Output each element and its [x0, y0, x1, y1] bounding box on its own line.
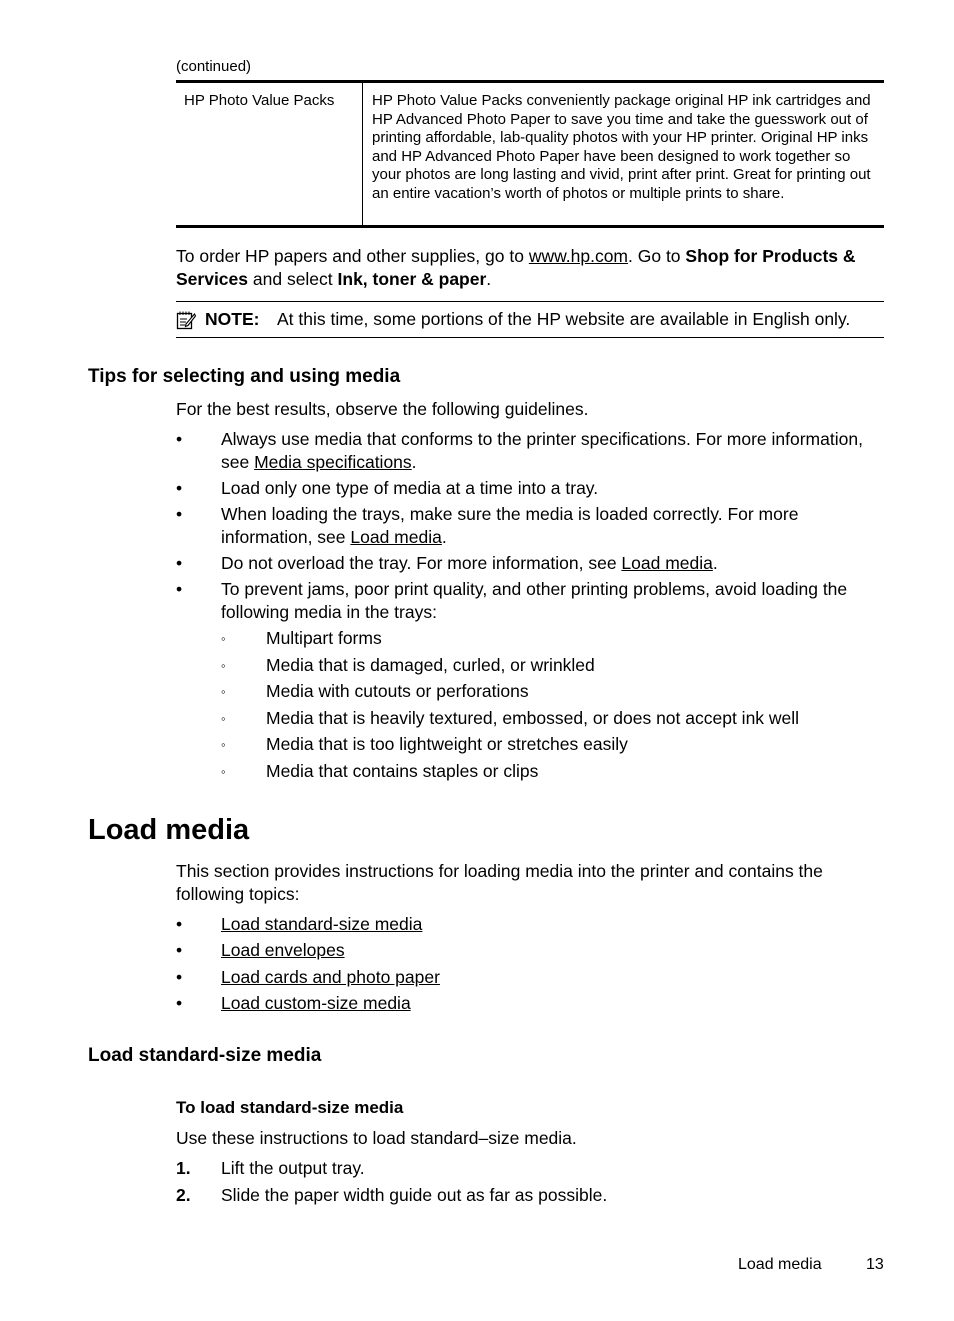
step-number: 1. [176, 1158, 191, 1178]
load-standard-size-link[interactable]: Load standard-size media [221, 914, 423, 934]
tip-text-end: . [411, 452, 417, 472]
sub-item-text: Media that is damaged, curled, or wrinkled [266, 655, 595, 675]
bullet-marker: • [176, 553, 183, 573]
sub-bullet-marker: ◦ [221, 658, 226, 673]
tip-text: To prevent jams, poor print quality, and other printing problems, avoid loading the following media in the trays: [221, 579, 848, 622]
note-label: NOTE: [205, 309, 260, 329]
sub-bullet-marker: ◦ [221, 711, 226, 726]
tip-text: Do not overload the tray. For more information, see [221, 553, 622, 573]
table-product-name: HP Photo Value Packs [184, 92, 335, 109]
media-specifications-link[interactable]: Media specifications [254, 452, 412, 472]
load-media-link[interactable]: Load media [350, 527, 442, 547]
tips-intro: For the best results, observe the following guidelines. [176, 399, 589, 419]
standard-size-heading: Load standard-size media [88, 1045, 322, 1066]
step-text: Lift the output tray. [221, 1158, 365, 1178]
bullet-marker: • [176, 579, 183, 599]
footer-section-name: Load media [738, 1256, 822, 1273]
sub-bullet-marker: ◦ [221, 764, 226, 779]
ink-toner-paper-label: Ink, toner & paper [337, 269, 487, 289]
load-media-intro: This section provides instructions for loading media into the printer and contains the following topics: [176, 861, 823, 904]
procedure-intro: Use these instructions to load standard–size media. [176, 1128, 577, 1148]
table-continued-label: (continued) [176, 58, 252, 75]
tip-text-end: . [712, 553, 718, 573]
sub-item-text: Media that is heavily textured, embossed, or does not accept ink well [266, 708, 800, 728]
step-text: Slide the paper width guide out as far as possible. [221, 1185, 608, 1205]
sub-item-text: Multipart forms [266, 628, 382, 648]
tip-text: When loading the trays, make sure the media is loaded correctly. For more information, see [221, 504, 799, 547]
sub-bullet-marker: ◦ [221, 631, 226, 646]
note-box [176, 301, 884, 338]
bullet-marker: • [176, 914, 183, 934]
hp-website-link[interactable]: www.hp.com [528, 246, 629, 266]
note-text: At this time, some portions of the HP website are available in English only. [277, 309, 851, 329]
bullet-marker: • [176, 993, 183, 1013]
bullet-marker: • [176, 967, 183, 987]
load-envelopes-link[interactable]: Load envelopes [221, 940, 345, 960]
table-product-cell [176, 83, 363, 225]
order-text-1: To order HP papers and other supplies, go to [176, 246, 529, 266]
order-text-4: . [486, 269, 492, 289]
sub-item-text: Media with cutouts or perforations [266, 681, 529, 701]
sub-item-text: Media that is too lightweight or stretches easily [266, 734, 628, 754]
bullet-marker: • [176, 504, 183, 524]
table-description-cell: HP Photo Value Packs conveniently package original HP ink cartridges and HP Advanced Photo Paper to save you time and take the guesswork out of printing affordable, lab-quality photos with your HP printer. Original HP inks and HP Advanced Photo Paper have been designed to work together so your photos are long lasting and vivid, print after print. Great for printing out an entire vacation’s worth of photos or multiple prints to share. [372, 92, 871, 202]
tip-text: Always use media that conforms to the printer specifications. For more information, see [221, 429, 863, 472]
order-text-3: and select [248, 269, 338, 289]
load-custom-size-link[interactable]: Load custom-size media [221, 993, 411, 1013]
tip-text-end: . [441, 527, 447, 547]
tips-heading: Tips for selecting and using media [88, 366, 401, 387]
load-media-link[interactable]: Load media [621, 553, 713, 573]
load-cards-photo-link[interactable]: Load cards and photo paper [221, 967, 440, 987]
bullet-marker: • [176, 940, 183, 960]
sub-item-text: Media that contains staples or clips [266, 761, 539, 781]
bullet-marker: • [176, 478, 183, 498]
tip-text: Load only one type of media at a time into a tray. [221, 478, 599, 498]
footer-page-number: 13 [866, 1256, 884, 1273]
order-paragraph [176, 245, 886, 291]
sub-bullet-marker: ◦ [221, 737, 226, 752]
load-media-heading: Load media [88, 814, 250, 846]
step-number: 2. [176, 1185, 191, 1205]
supplies-table [176, 80, 884, 228]
sub-bullet-marker: ◦ [221, 684, 226, 699]
order-text-2: . Go to [628, 246, 686, 266]
note-pad-icon [176, 310, 196, 330]
procedure-title: To load standard-size media [176, 1098, 404, 1117]
shop-products-label: Shop for Products & Services [176, 246, 856, 289]
bullet-marker: • [176, 429, 183, 449]
